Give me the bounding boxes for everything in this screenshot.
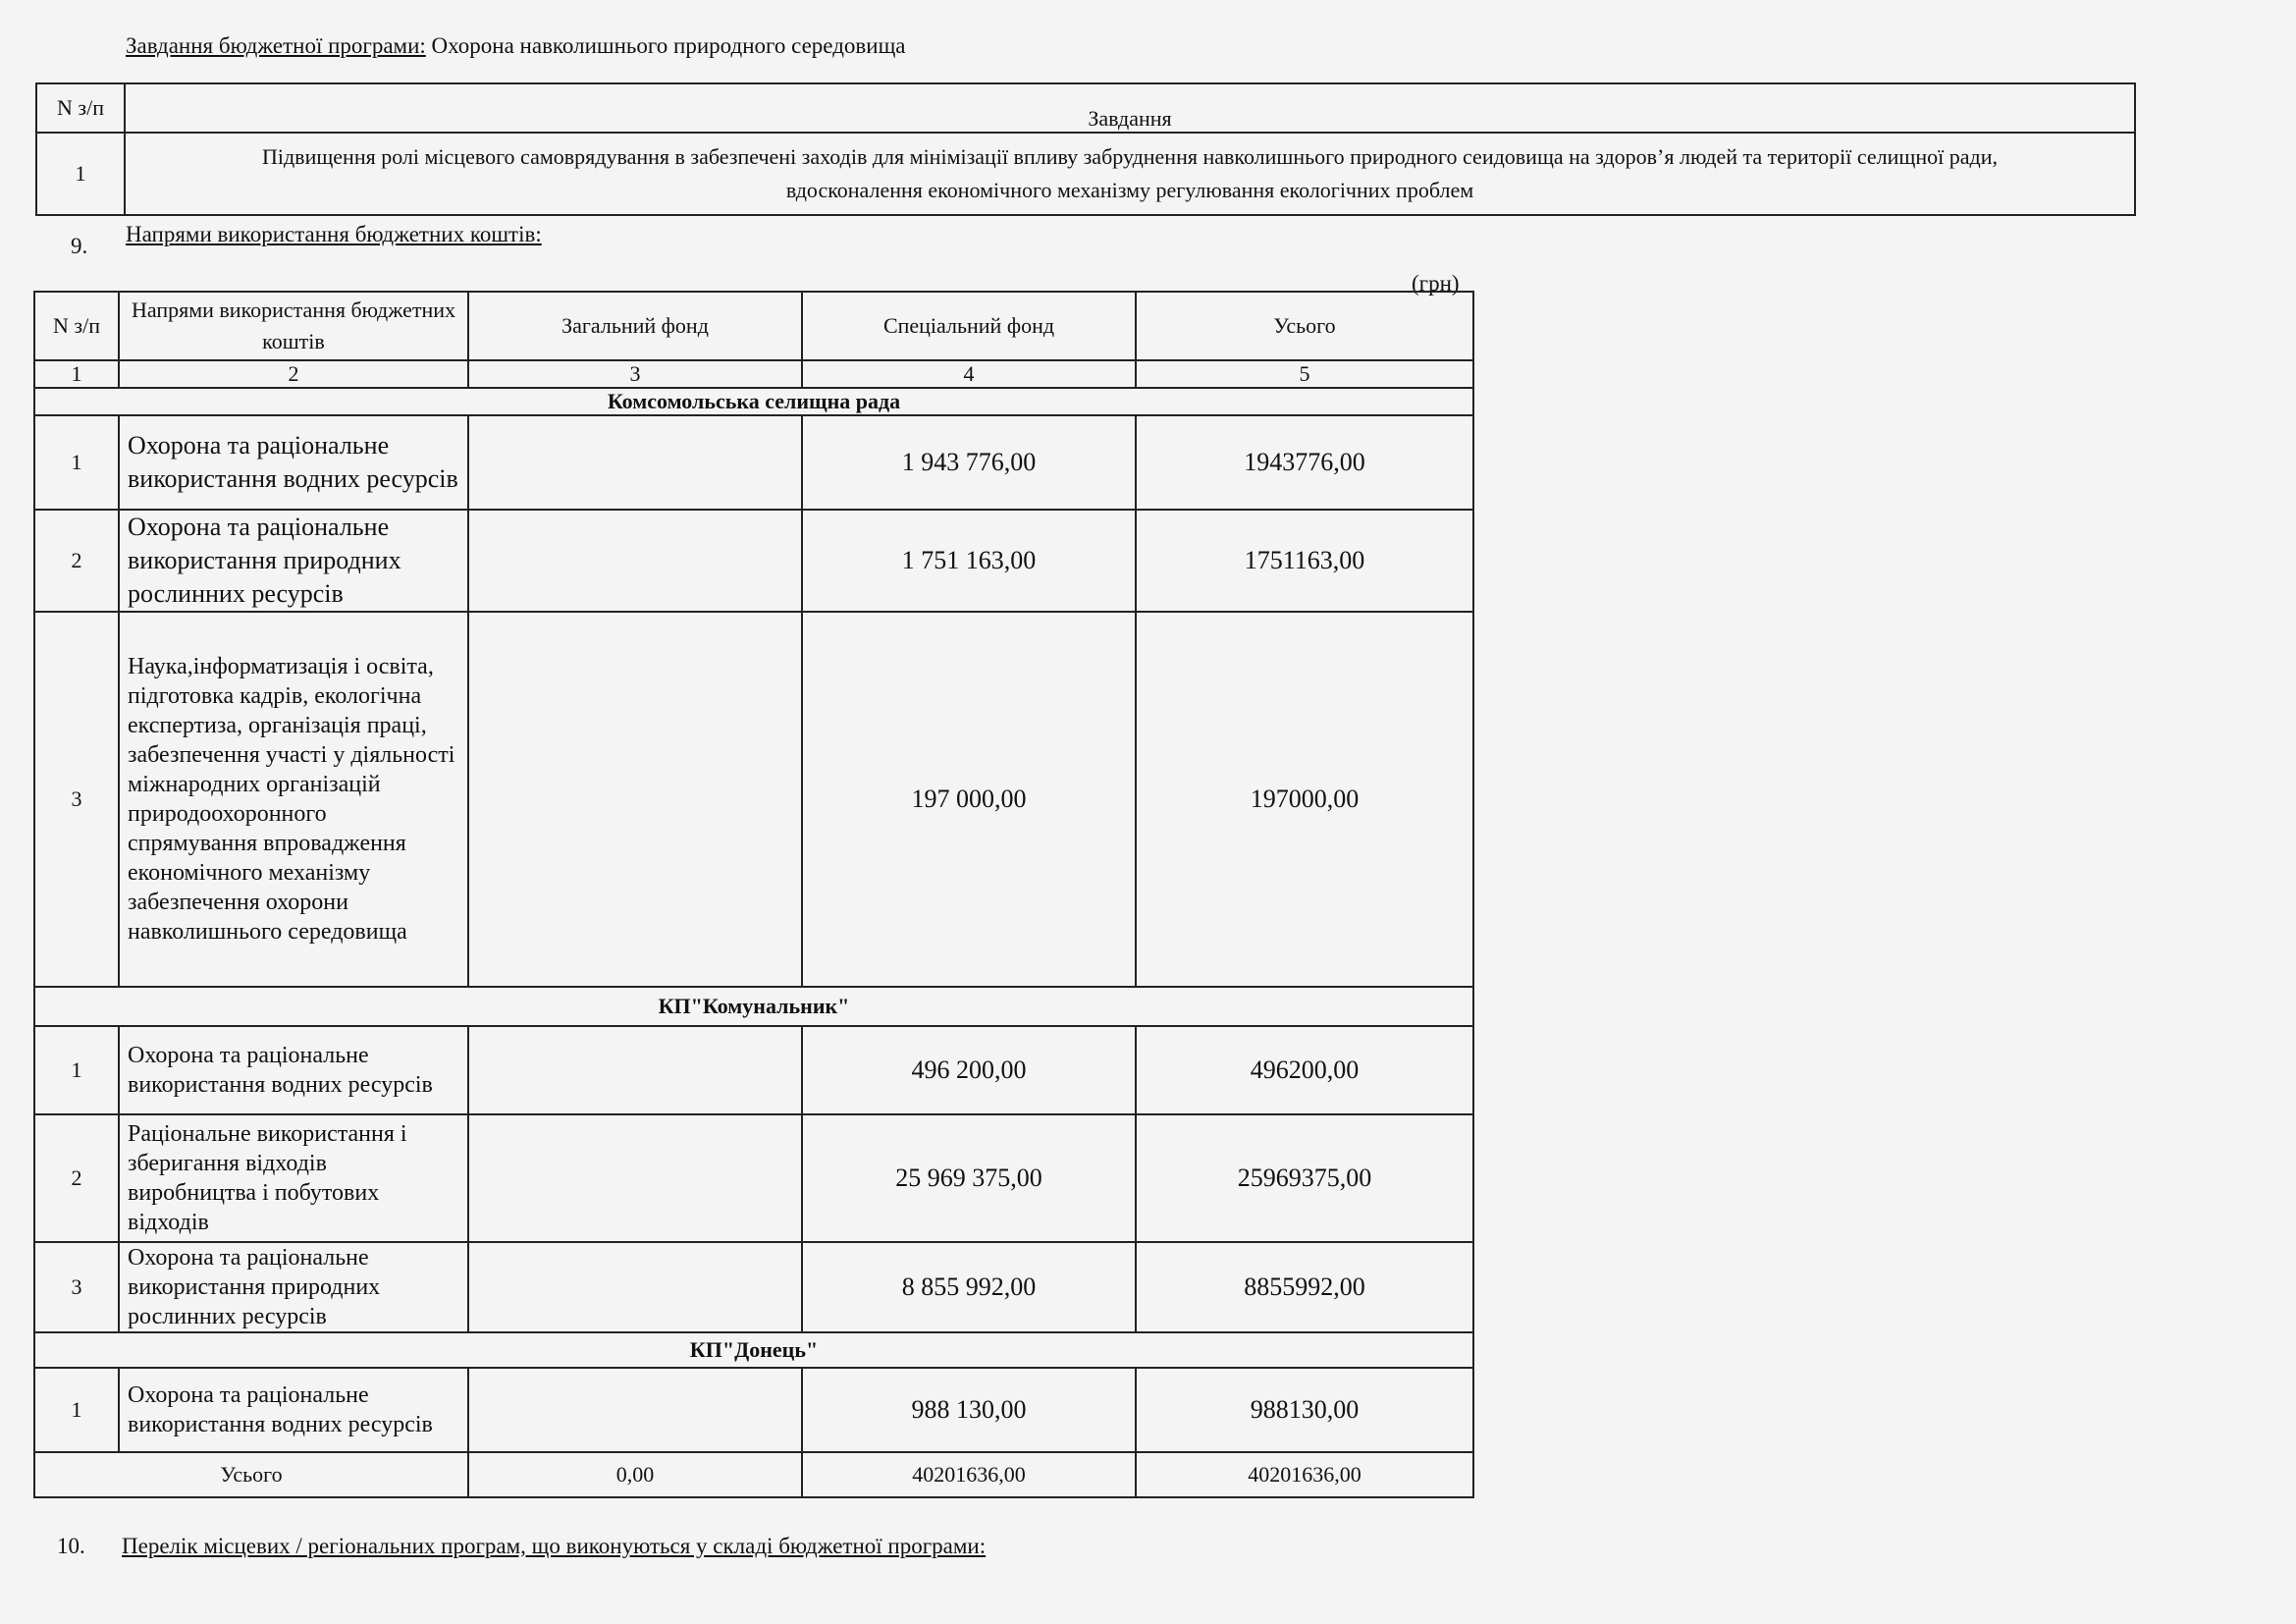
row-direction: Охорона та раціональне використання водних ресурсів [119,415,468,510]
task-label: Завдання бюджетної програми: [126,33,426,58]
section10-number: 10. [57,1534,85,1558]
row-no: 3 [34,1242,119,1332]
section10-title: Перелік місцевих / регіональних програм, що виконуються у складі бюджетної програми: [122,1534,987,1558]
tasks-col-no: N з/п [36,83,125,133]
totals-total: 40201636,00 [1136,1452,1473,1497]
table-row [34,510,1473,612]
row-total: 8855992,00 [1136,1242,1473,1332]
table-row [34,1114,1473,1242]
col-number-4: 4 [802,360,1136,388]
table-row [34,415,1473,510]
row-direction: Охорона та раціональне використання природних рослинних ресурсів [119,510,468,612]
task-heading [126,33,906,59]
row-special: 197 000,00 [802,612,1136,987]
totals-general: 0,00 [468,1452,802,1497]
row-no: 2 [34,1114,119,1242]
row-direction: Охорона та раціональне використання водних ресурсів [119,1026,468,1114]
row-general [468,415,802,510]
tasks-table [35,82,2136,216]
group-title-komsomolska: Комсомольська селищна рада [34,388,1473,415]
col-number-2: 2 [119,360,468,388]
row-special: 1 943 776,00 [802,415,1136,510]
col-number-3: 3 [468,360,802,388]
tasks-col-task: Завдання [125,83,2135,133]
row-general [468,612,802,987]
row-general [468,1242,802,1332]
row-special: 1 751 163,00 [802,510,1136,612]
col-special-header: Спеціальний фонд [802,292,1136,360]
tasks-row-line1: Підвищення ролі місцевого самоврядування в забезпечені заходів для мінімізації впливу забруднення навколишнього природного сеидовища на здоров’я людей та території селищної ради, [261,144,1998,169]
tasks-row-no: 1 [36,133,125,215]
row-direction: Охорона та раціональне використання природних рослинних ресурсів [119,1242,468,1332]
row-direction: Охорона та раціональне використання водних ресурсів [119,1368,468,1452]
col-total-header: Усього [1136,292,1473,360]
row-total: 197000,00 [1136,612,1473,987]
row-special: 988 130,00 [802,1368,1136,1452]
row-total: 25969375,00 [1136,1114,1473,1242]
row-special: 25 969 375,00 [802,1114,1136,1242]
row-total: 496200,00 [1136,1026,1473,1114]
row-general [468,1368,802,1452]
table-row [34,1026,1473,1114]
row-special: 8 855 992,00 [802,1242,1136,1332]
section9-title: Напрями використання бюджетних коштів: [126,222,542,246]
row-total: 1943776,00 [1136,415,1473,510]
col-direction-header: Напрями використання бюджетних коштів [119,292,468,360]
task-value: Охорона навколишнього природного середовища [431,33,906,58]
row-no: 2 [34,510,119,612]
col-number-1: 1 [34,360,119,388]
col-no-header: N з/п [34,292,119,360]
tasks-row-text [125,133,2135,215]
row-general [468,1114,802,1242]
row-no: 1 [34,415,119,510]
totals-row [34,1452,1473,1497]
row-no: 3 [34,612,119,987]
row-total: 1751163,00 [1136,510,1473,612]
row-special: 496 200,00 [802,1026,1136,1114]
group-title-donets: КП"Донець" [34,1332,1473,1368]
table-row [34,1368,1473,1452]
totals-special: 40201636,00 [802,1452,1136,1497]
section9-number: 9. [71,234,88,258]
col-number-5: 5 [1136,360,1473,388]
totals-label: Усього [34,1452,468,1497]
group-title-komunalnyk: КП"Комунальник" [34,987,1473,1026]
row-direction: Наука,інформатизація і освіта, підготовка кадрів, екологічна експертиза, організація праці, забезпечення участі у діяльності міжнародних організацій природоохоронного спрямування впровадження економічного механізму забезпечення охорони навколишнього середовища [119,612,468,987]
col-general-header: Загальний фонд [468,292,802,360]
unit-label: (грн) [1412,271,1460,296]
row-general [468,1026,802,1114]
row-no: 1 [34,1026,119,1114]
table-row [34,1242,1473,1332]
row-general [468,510,802,612]
row-no: 1 [34,1368,119,1452]
tasks-row-line2: вдосконалення економічного механізму регулювання екологічних проблем [785,178,1474,202]
table-row [34,612,1473,987]
row-direction: Раціональне використання і зберигання відходів виробництва і побутових відходів [119,1114,468,1242]
budget-table [33,291,1474,1498]
row-total: 988130,00 [1136,1368,1473,1452]
